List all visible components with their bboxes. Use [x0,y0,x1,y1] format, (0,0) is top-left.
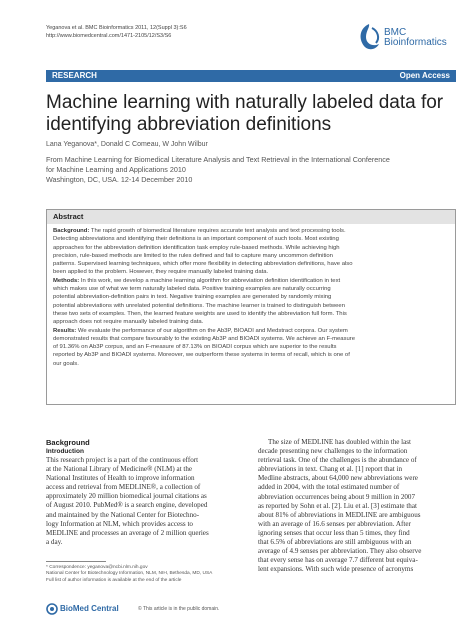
body-line: about 81% of abbreviations in MEDLINE are ambiguous [258,510,421,519]
license-notice: © This article is in the public domain. [138,606,220,612]
body-line: a day. [46,537,63,546]
title-line: Machine learning with naturally labeled data for [46,92,444,113]
right-column [258,438,456,574]
abstract-line: potential abbreviations with unrelated potential definitions. The machine learner is trained to distinguish between [53,302,345,309]
body-line: abbreviations in text. Chang et al. [1] report that in [258,465,403,474]
conference-info [46,155,456,185]
abstract-line: demonstrated results that compare favourably to the existing Ab3P and BIOADI systems. We achieve an F-measure [53,335,355,342]
conference-line: Washington, DC, USA. 12-14 December 2010 [46,175,193,184]
results-label: Results: [53,327,77,334]
body-line: Medline abstracts, about 64,000 new abbreviations were [258,474,418,483]
body-line: access and retrieval from MEDLINE®, a collection of [46,483,201,492]
body-line: This research project is a part of the continuous effort [46,456,199,464]
article-title [46,92,466,136]
abstract-line: Detecting abbreviations and identifying their definitions is an important component of such tools. Most existing [53,236,339,243]
abstract-box [46,209,456,405]
body-text [258,438,456,574]
body-line: and maintained by the National Center for Biotechno- [46,510,200,519]
abstract-line: patterns. Supervised learning techniques, which offer more flexibility in detecting abbreviation definitions, have also [53,261,353,268]
correspondence-email[interactable]: * Correspondence: yeganova@ncbi.nlm.nih.gov [46,565,148,570]
abstract-heading: Abstract [53,212,84,221]
body-line: logy Information at NLM, which provides access to [46,519,193,528]
body-line: National Institutes of Health to improve information [46,474,195,483]
body-line: that 6.5% of abbreviations are still ambiguous with an [258,538,412,547]
footnote-rule [46,561,106,562]
body-line: added in 2004, with the total estimated number of [258,483,400,492]
body-line: average of 4.9 senses per abbreviation. They also observe [258,547,422,556]
background-label: Background: [53,228,90,234]
body-line: at the National Library of Medicine® (NLM) at the [46,465,193,474]
body-line: The size of MEDLINE has doubled within the last [268,438,412,446]
abstract-line: which makes use of what we term naturally labeled data. Positive training examples are naturally occurring [53,286,331,293]
article-url[interactable]: http://www.biomedcentral.com/1471-2105/12/S3/S6 [46,33,172,39]
publisher-name: BioMed Central [60,604,119,613]
abstract-line: these two sets of examples. Then, the learned feature weights are used to identify the abbreviation full form. This [53,310,347,317]
conference-line: From Machine Learning for Biomedical Literature Analysis and Text Retrieval in the International Conference [46,155,390,164]
body-line: approximately 20 million biomedical journal citations as [46,492,207,501]
conference-line: for Machine Learning and Applications 2010 [46,165,186,174]
open-access-label: Open Access [399,71,450,80]
journal-logo [356,22,456,56]
abstract-line: In this work, we develop a machine learning algorithm for abbreviation definition identification in text [79,277,341,284]
logo-text-bioinformatics: Bioinformatics [384,37,447,48]
title-line: identifying abbreviation definitions [46,114,332,135]
publisher-logo [46,603,136,615]
abstract-line: approach does not require manually labeled training data. [53,319,204,326]
body-line: decade presenting new challenges to the information [258,447,408,456]
citation-line: Yeganova et al. BMC Bioinformatics 2011, 12(Suppl 3):S6 [46,25,187,31]
abstract-line: We evaluate the performance of our algorithm on the Ab3P, BIOADI and Medstract corpora. Our system [76,327,348,334]
logo-text-bmc: BMC [384,27,407,38]
body-line: lent expansions. With such wide presence of acronyms [258,565,414,574]
abstract-line: precision, rule-based methods are limited to the rules defined and fail to capture many uncommon definition [53,252,333,259]
affiliation-line: National Center for Biotechnology Information, NLM, NIH, Bethesda, MD, USA [46,571,213,577]
body-line: abbreviation occurrences being about 9 million in 2007 [258,492,416,501]
methods-label: Methods: [53,277,80,284]
abstract-line: potential abbreviation-definition pairs in text. Negative training examples are generated by randomly mixing [53,294,332,301]
research-label: RESEARCH [52,71,97,80]
body-line: MEDLINE and processes an average of 2 million queries [46,528,209,537]
author-info-note: Full list of author information is available at the end of the article [46,577,182,583]
section-heading-background: Background [46,438,90,447]
body-line: retrieval task. One of the challenges is the abundance of [258,456,417,465]
author-list: Lana Yeganova*, Donald C Comeau, W John Wilbur [46,141,208,148]
body-line: that every sense has on average 7.7 different but equiva- [258,556,418,565]
abstract-line: of 91.36% on Ab3P corpus, and an F-measure of 87.13% on BIOADI corpus which are superior to the results [53,344,337,351]
left-column [46,438,242,547]
abstract-line: our goals. [53,360,79,367]
body-text [46,456,242,547]
abstract-line: been applied to the problem. However, they require manually labeled training data. [53,269,269,276]
body-line: as reported by Sohn et al. [2]. Liu et al. [3] estimate that [258,501,417,510]
abstract-line: The rapid growth of biomedical literature requires accurate text analysis and text processing tools. [89,228,346,234]
abstract-header [47,210,455,224]
body-line: ignoring senses that occur less than 5 times, they find [258,528,410,537]
article-type-banner [46,70,456,82]
body-line: of August 2010. PubMed® is a search engine, developed [46,501,208,510]
subsection-heading-introduction: Introduction [46,448,84,455]
footnote [46,565,242,584]
bmc-swirl-icon [356,22,382,52]
abstract-line: reported by Ab3P and BIOADI systems. Moreover, we outperform these systems in terms of recall, which is one of [53,352,350,359]
abstract-body [53,227,449,368]
abstract-line: approaches for the abbreviation definition identification task employ rule-based methods. While achieving high [53,244,340,251]
biomed-central-icon [46,603,58,615]
body-line: with an average of 16.6 senses per abbreviation. After [258,519,411,528]
